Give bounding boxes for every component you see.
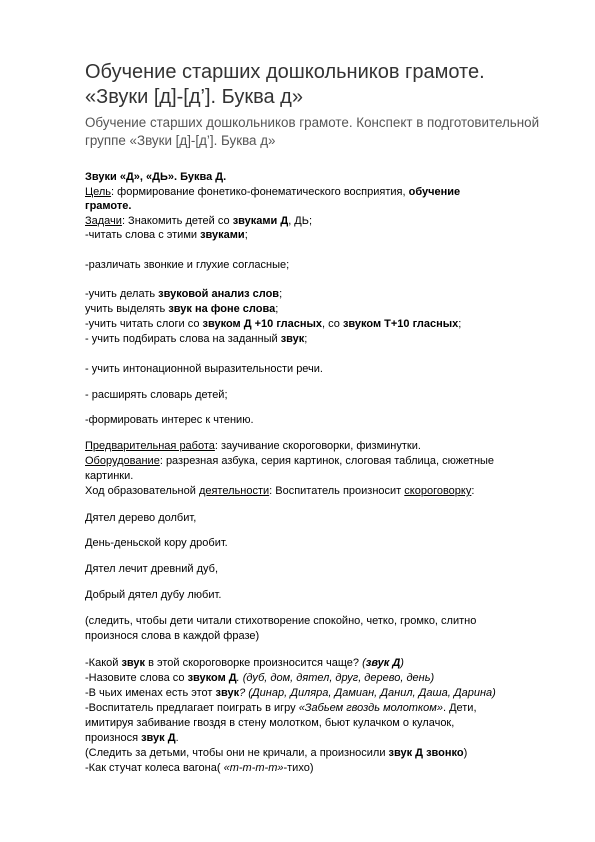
analysis-bold: звуковой анализ слов [158,288,280,300]
syll-mid: , со [322,318,343,330]
watch-line [85,746,467,760]
q2-text: -Назовите слова со [85,672,188,684]
select-bold: звук на фоне слова [168,303,276,315]
q2-bold: звуком Д [187,672,237,684]
wheels-line [85,761,314,775]
tasks-label: Задачи [85,215,122,227]
note-line-2: произнося слова в каждой фразе) [85,630,260,642]
poem-line-4: Добрый дятел дубу любит. [85,589,222,601]
pick-text: - учить подбирать слова на заданный [85,333,281,345]
question-1 [85,656,404,670]
intonation-line: - учить интонационной выразительности речи. [85,363,323,375]
q3-ital: ? (Динар, Диляра, Дамиан, Данил, Даша, Дарина) [239,687,496,699]
wheels-ital: «т-т-т-т» [223,762,284,774]
syll-end: ; [458,318,462,330]
game-end: . Дети, [442,702,477,714]
q3-text: -В чьих именах есть этот [85,687,216,699]
q1-ital-end: ) [400,657,404,669]
syll-text: -учить читать слоги со [85,318,203,330]
poem-line-3: Дятел лечит древний дуб, [85,563,219,575]
select-end: ; [275,303,279,315]
vocab-line: - расширять словарь детей; [85,389,228,401]
game-line-3 [85,731,179,745]
watch-end: ) [463,747,468,759]
poem-line-2: День-деньской кору дробит. [85,537,228,549]
course-text: Ход образовательной [85,485,199,497]
tasks-end: , ДЬ; [288,215,313,227]
read-end: ; [244,229,248,241]
course-underlined: деятельности [198,485,270,497]
q1-bold: звук [121,657,146,669]
tasks-bold: звуками Д [232,215,289,227]
equip-text: : разрезная азбука, серия картинок, слоговая таблица, сюжетные [159,455,495,467]
analysis-text: -учить делать [85,288,159,300]
page-title [85,60,565,110]
read-line [85,228,248,242]
pick-line [85,332,307,346]
select-line [85,302,278,316]
heading-text: Звуки «Д», «ДЬ». Буква Д. [85,171,227,183]
pick-bold: звук [280,333,305,345]
lesson-heading [85,170,226,184]
q1-text: -Какой [85,657,122,669]
prep-text: : заучивание скороговорки, физминутки. [214,440,421,452]
goal-text: : формирование фонетико-фонематического восприятия, [111,186,409,198]
poem-line-1: Дятел дерево долбит, [85,512,197,524]
page-subtitle [85,114,570,150]
equipment-line-2: картинки. [85,470,134,482]
goal-bold: обучение [408,186,461,198]
game-line-2: имитируя забивание гвоздя в стену молотком, бьют кулачком о кулачок, [85,717,455,729]
syll-bold-2: звуком Т+10 гласных [342,318,459,330]
equip-label: Оборудование [85,455,160,467]
interest-line: -формировать интерес к чтению. [85,414,254,426]
q1-bold-ital: звук Д [365,657,401,669]
analysis-end: ; [279,288,283,300]
analysis-line [85,287,282,301]
goal-line-2 [85,199,131,213]
watch-bold: звук Д звонко [388,747,464,759]
equipment-line [85,454,494,468]
game3-bold: звук Д [141,732,176,744]
select-text: учить выделять [85,303,169,315]
read-bold: звуками [200,229,245,241]
q3-bold: звук [215,687,240,699]
q2-ital: . (дуб, дом, дятел, друг, дерево, день) [236,672,435,684]
prep-line [85,439,421,453]
game-line [85,701,477,715]
watch-text: (Следить за детьми, чтобы они не кричали, а произносили [85,747,389,759]
game3-end: . [175,732,179,744]
syllables-line [85,317,461,331]
pick-end: ; [304,333,308,345]
course-end: : [471,485,475,497]
game-text: -Воспитатель предлагает поиграть в игру [85,702,299,714]
game3-text: произнося [85,732,142,744]
q1-mid: в этой скороговорке произносится чаще? [145,657,363,669]
question-2 [85,671,434,685]
course-line [85,484,474,498]
q1-ital: ( [362,657,366,669]
course-mid: : Воспитатель произносит [269,485,405,497]
game-ital: «Забьем гвоздь молотком» [298,702,443,714]
goal-line [85,185,460,199]
tasks-text: : Знакомить детей со [121,215,233,227]
read-text: -читать слова с этими [85,229,201,241]
wheels-text: -Как стучат колеса вагона( [85,762,224,774]
goal-bold-2: грамоте. [85,200,132,212]
prep-label: Предварительная работа [85,440,215,452]
syll-bold: звуком Д +10 гласных [202,318,323,330]
note-line-1: (следить, чтобы дети читали стихотворение спокойно, четко, громко, слитно [85,615,477,627]
voiced-line: -различать звонкие и глухие согласные; [85,259,290,271]
question-3 [85,686,496,700]
subtitle-line-1: Обучение старших дошкольников грамоте. Конспект в подготовительной [85,115,540,130]
wheels-end: -тихо) [283,762,314,774]
title-line-1: Обучение старших дошкольников грамоте. [85,61,485,83]
subtitle-line-2: группе «Звуки [д]-[д’]. Буква д» [85,133,276,148]
title-line-2: «Звуки [д]-[д’]. Буква д» [85,86,303,108]
course-underlined-2: скороговорку [404,485,472,497]
tasks-line [85,214,312,228]
goal-label: Цель [85,186,112,198]
